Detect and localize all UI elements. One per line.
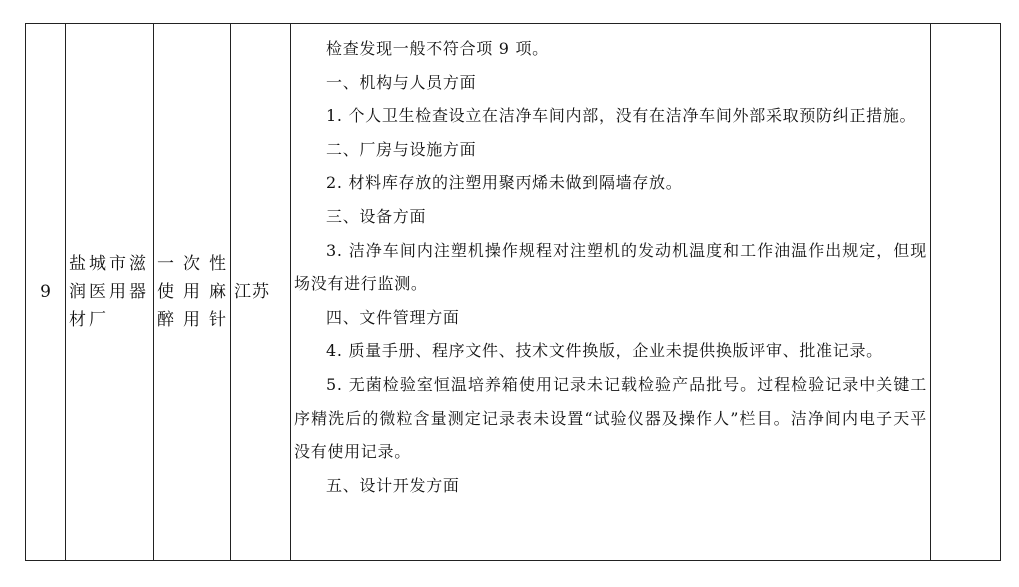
findings-cell bbox=[291, 24, 931, 561]
section-heading: 四、文件管理方面 bbox=[326, 307, 460, 327]
product-name: 一次性使用麻醉用针 bbox=[154, 24, 231, 561]
section-heading: 二、厂房与设施方面 bbox=[326, 139, 477, 159]
finding-item: 3. 洁净车间内注塑机操作规程对注塑机的发动机温度和工作油温作出规定，但现场没有进行监测。 bbox=[294, 240, 927, 294]
section-heading: 三、设备方面 bbox=[326, 206, 427, 226]
table-row bbox=[26, 24, 1001, 561]
result-cell bbox=[931, 24, 1001, 561]
finding-item: 4. 质量手册、程序文件、技术文件换版，企业未提供换版评审、批准记录。 bbox=[326, 341, 883, 361]
section-heading: 一、机构与人员方面 bbox=[326, 72, 477, 92]
findings-summary: 检查发现一般不符合项 9 项。 bbox=[326, 39, 549, 58]
company-name: 盐城市滋润医用器材厂 bbox=[66, 24, 154, 561]
province: 江苏 bbox=[231, 24, 291, 561]
row-number: 9 bbox=[26, 24, 66, 561]
section-heading: 五、设计开发方面 bbox=[326, 475, 460, 495]
finding-item: 5. 无菌检验室恒温培养箱使用记录未记载检验产品批号。过程检验记录中关键工序精洗后的微粒含量测定记录表未设置“试验仪器及操作人”栏目。洁净间内电子天平没有使用记录。 bbox=[294, 374, 927, 462]
finding-item: 2. 材料库存放的注塑用聚丙烯未做到隔墙存放。 bbox=[326, 173, 683, 193]
inspection-table bbox=[25, 23, 1001, 561]
finding-item: 1. 个人卫生检查设立在洁净车间内部，没有在洁净车间外部采取预防纠正措施。 bbox=[326, 106, 917, 126]
